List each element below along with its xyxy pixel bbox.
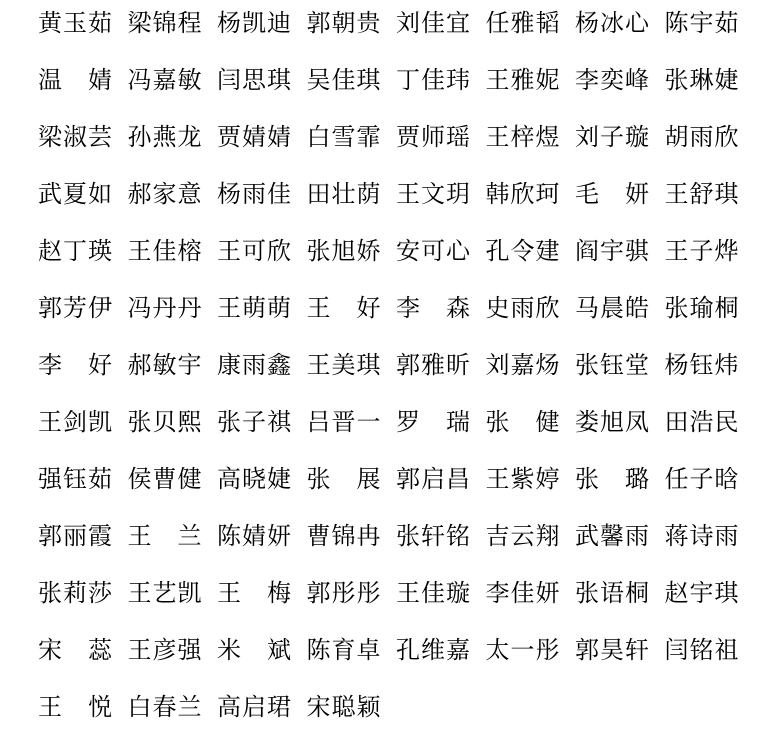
name-entry: 田壮荫 [306,180,382,208]
name-entry: 张 璐 [575,465,650,493]
name-entry: 王美琪 [306,351,382,379]
name-row [38,513,770,570]
name-entry: 史雨欣 [485,294,561,322]
name-entry: 李奕峰 [575,66,650,94]
name-entry: 韩欣珂 [485,180,561,208]
name-entry: 郭芳伊 [38,294,113,322]
name-entry: 王子烨 [664,237,740,265]
name-entry: 梁淑芸 [38,123,113,151]
name-entry: 闫铭祖 [664,636,740,664]
name-entry: 郭雅昕 [396,351,471,379]
name-entry: 王彦强 [127,636,203,664]
name-entry: 郭启昌 [396,465,471,493]
name-entry: 刘嘉炀 [485,351,561,379]
name-entry: 高启珺 [217,693,292,721]
name-entry: 郭丽霞 [38,522,113,550]
name-entry: 赵丁瑛 [38,237,113,265]
name-entry: 张 健 [485,408,561,436]
name-entry: 王 好 [306,294,382,322]
name-entry: 王 梅 [217,579,292,607]
name-entry: 任雅韬 [485,9,561,37]
name-entry: 梁锦程 [127,9,203,37]
name-entry: 刘子璇 [575,123,650,151]
name-entry: 安可心 [396,237,471,265]
name-entry: 武夏如 [38,180,113,208]
name-row [38,228,770,285]
name-entry: 王梓煜 [485,123,561,151]
name-entry: 田浩民 [664,408,740,436]
name-entry: 胡雨欣 [664,123,740,151]
name-row [38,342,770,399]
name-entry: 黄玉茹 [38,9,113,37]
name-entry: 张钰堂 [575,351,650,379]
name-entry: 王佳榕 [127,237,203,265]
name-entry: 蒋诗雨 [664,522,740,550]
name-entry: 太一彤 [485,636,561,664]
name-entry: 宋 蕊 [38,636,113,664]
name-entry: 陈育卓 [306,636,382,664]
name-entry: 孔令建 [485,237,561,265]
name-entry: 李佳妍 [485,579,561,607]
name-row [38,456,770,513]
name-entry: 郭昊轩 [575,636,650,664]
name-row [38,399,770,456]
name-entry: 张 展 [306,465,382,493]
name-entry: 王艺凯 [127,579,203,607]
name-list [38,0,770,741]
name-entry: 杨凯迪 [217,9,292,37]
name-entry: 王雅妮 [485,66,561,94]
name-entry: 杨雨佳 [217,180,292,208]
name-entry: 张瑜桐 [664,294,740,322]
name-entry: 陈婧妍 [217,522,292,550]
name-entry: 白春兰 [127,693,203,721]
name-entry: 赵宇琪 [664,579,740,607]
name-entry: 米 斌 [217,636,292,664]
name-entry: 王文玥 [396,180,471,208]
name-entry: 冯嘉敏 [127,66,203,94]
name-entry: 张轩铭 [396,522,471,550]
name-entry: 丁佳玮 [396,66,471,94]
name-entry: 阎宇骐 [575,237,650,265]
name-entry: 白雪霏 [306,123,382,151]
name-entry: 高晓婕 [217,465,292,493]
name-row [38,570,770,627]
name-entry: 王紫婷 [485,465,561,493]
name-row [38,171,770,228]
name-entry: 武馨雨 [575,522,650,550]
name-entry: 强钰茹 [38,465,113,493]
name-entry: 郭彤彤 [306,579,382,607]
name-entry: 杨冰心 [575,9,650,37]
name-entry: 王萌萌 [217,294,292,322]
name-entry: 张莉莎 [38,579,113,607]
name-entry: 吴佳琪 [306,66,382,94]
name-entry: 张琳婕 [664,66,740,94]
name-row [38,684,770,741]
name-entry: 张子祺 [217,408,292,436]
name-row [38,57,770,114]
name-entry: 王 悦 [38,693,113,721]
name-entry: 李 森 [396,294,471,322]
name-entry: 毛 妍 [575,180,650,208]
name-entry: 王剑凯 [38,408,113,436]
name-entry: 吉云翔 [485,522,561,550]
name-entry: 孔维嘉 [396,636,471,664]
name-entry: 娄旭凤 [575,408,650,436]
name-entry: 张贝熙 [127,408,203,436]
name-entry: 康雨鑫 [217,351,292,379]
name-entry: 吕晋一 [306,408,382,436]
name-entry: 陈宇茹 [664,9,740,37]
name-entry: 温 婧 [38,66,113,94]
name-entry: 贾师瑶 [396,123,471,151]
name-entry: 孙燕龙 [127,123,203,151]
name-entry: 马晨皓 [575,294,650,322]
name-entry: 曹锦冉 [306,522,382,550]
name-entry: 冯丹丹 [127,294,203,322]
name-row [38,285,770,342]
name-entry: 王舒琪 [664,180,740,208]
name-entry: 侯曹健 [127,465,203,493]
name-entry: 王可欣 [217,237,292,265]
name-row [38,114,770,171]
name-entry: 郝敏宇 [127,351,203,379]
name-entry: 郝家意 [127,180,203,208]
name-row [38,627,770,684]
name-entry: 王 兰 [127,522,203,550]
name-entry: 郭朝贵 [306,9,382,37]
name-entry: 李 好 [38,351,113,379]
name-entry: 贾婧婧 [217,123,292,151]
name-entry: 任子晗 [664,465,740,493]
name-entry: 宋聪颖 [306,693,382,721]
name-entry: 张语桐 [575,579,650,607]
name-row [38,0,770,57]
name-entry: 杨钰炜 [664,351,740,379]
name-entry: 张旭娇 [306,237,382,265]
name-entry: 王佳璇 [396,579,471,607]
name-entry: 刘佳宜 [396,9,471,37]
name-entry: 闫思琪 [217,66,292,94]
name-entry: 罗 瑞 [396,408,471,436]
